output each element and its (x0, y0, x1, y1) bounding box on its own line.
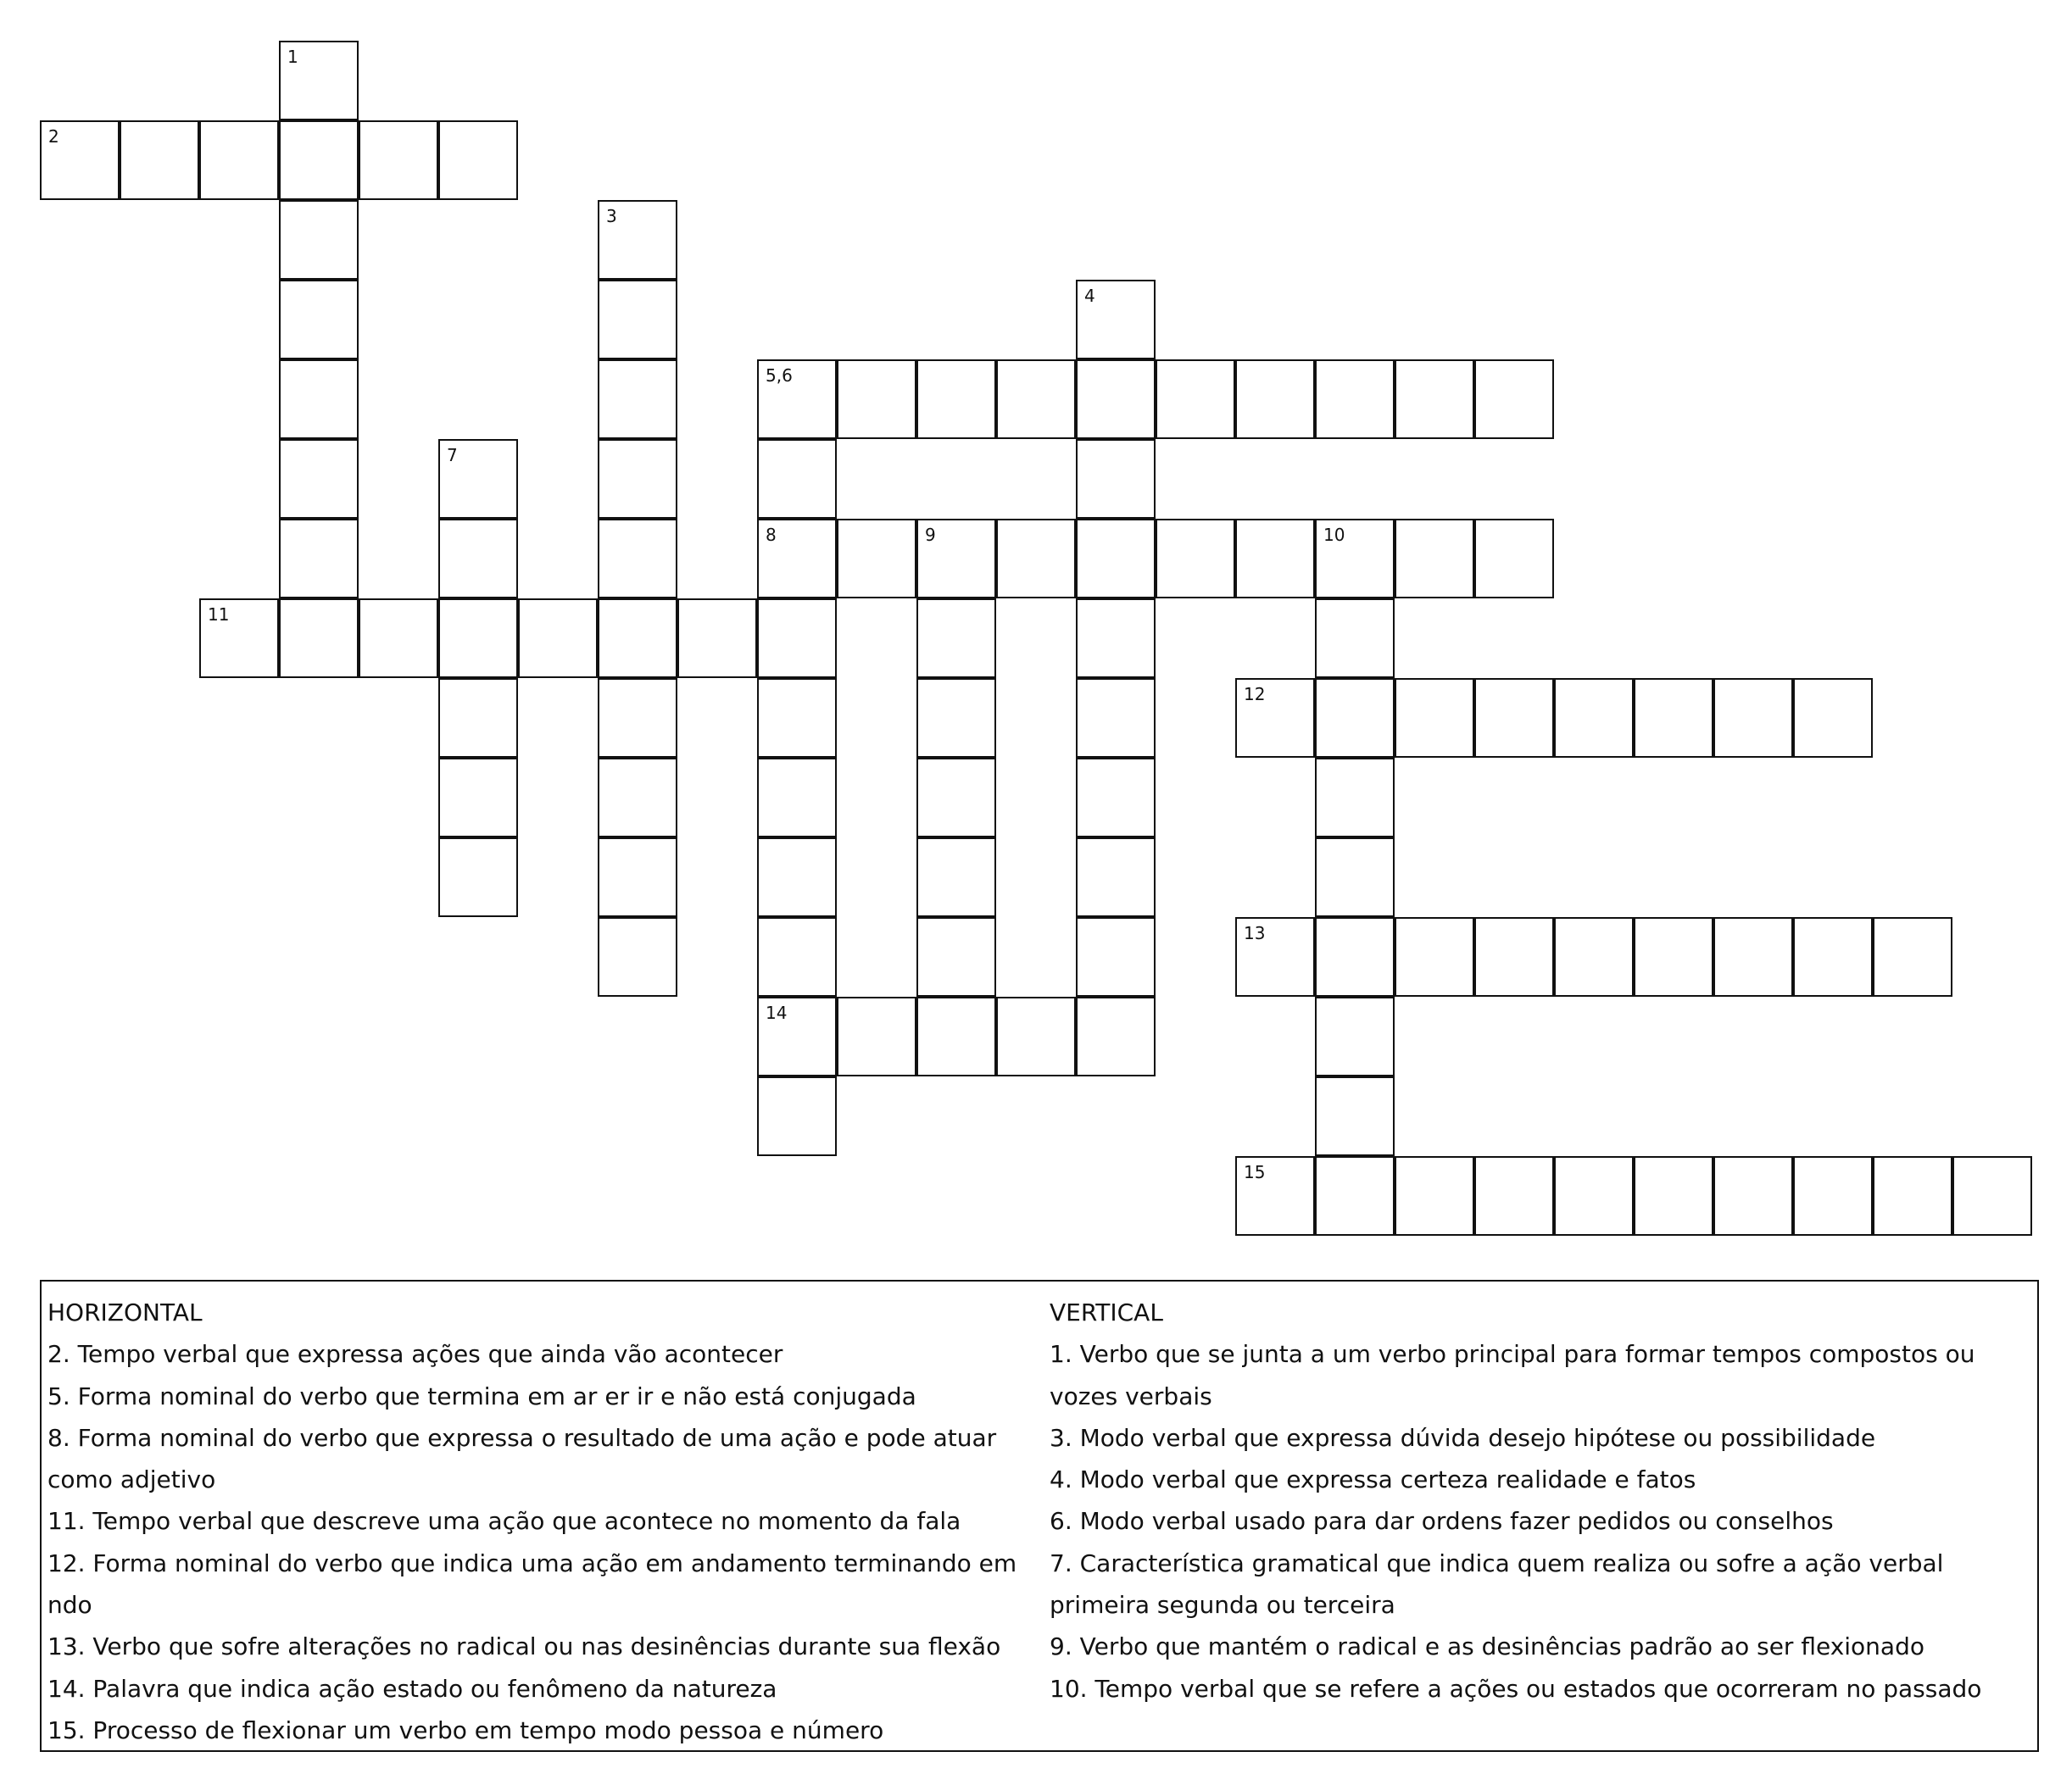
clue-vertical-1: 1. Verbo que se junta a um verbo principal para formar tempos compostos ou vozes verbais (1050, 1340, 1975, 1410)
clue-vertical-7: 7. Característica gramatical que indica quem realiza ou sofre a ação verbal primeira segunda ou terceira (1050, 1549, 1944, 1620)
clue-vertical-4: 4. Modo verbal que expressa certeza realidade e fatos (1050, 1465, 1696, 1494)
clue-horizontal-15: 15. Processo de flexionar um verbo em tempo modo pessoa e número (47, 1715, 884, 1744)
crossword-cell[interactable] (757, 359, 837, 439)
crossword-cell[interactable] (996, 519, 1076, 598)
clue-horizontal-11: 11. Tempo verbal que descreve uma ação que acontece no momento da fala (47, 1507, 961, 1536)
clue-number: 7 (447, 445, 458, 465)
crossword-cell[interactable] (279, 359, 359, 439)
crossword-cell[interactable] (1474, 1156, 1554, 1236)
clue-number: 12 (1244, 684, 1266, 704)
clue-number: 3 (606, 206, 617, 226)
crossword-cell[interactable] (438, 439, 518, 519)
crossword-cell[interactable] (757, 1076, 837, 1156)
crossword-cell[interactable] (1315, 758, 1395, 837)
crossword-cell[interactable] (438, 120, 518, 200)
crossword-cell[interactable] (1315, 837, 1395, 917)
crossword-cell[interactable] (1873, 1156, 1952, 1236)
crossword-cell[interactable] (1315, 917, 1395, 997)
crossword-cell[interactable] (757, 598, 837, 678)
clue-horizontal-8: 8. Forma nominal do verbo que expressa o resultado de uma ação e pode atuar como adjetivo (47, 1423, 997, 1494)
crossword-cell[interactable] (279, 439, 359, 519)
crossword-cell[interactable] (1474, 917, 1554, 997)
crossword-cell[interactable] (1235, 678, 1315, 758)
crossword-cell[interactable] (916, 917, 996, 997)
horizontal-clues (47, 1292, 1039, 1751)
crossword-cell[interactable] (598, 280, 677, 359)
crossword-cell[interactable] (1634, 1156, 1713, 1236)
crossword-cell[interactable] (279, 200, 359, 280)
crossword-cell[interactable] (1076, 598, 1156, 678)
clue-horizontal-13: 13. Verbo que sofre alterações no radical ou nas desinências durante sua flexão (47, 1632, 1001, 1661)
crossword-cell[interactable] (916, 598, 996, 678)
crossword-cell[interactable] (438, 598, 518, 678)
crossword-cell[interactable] (757, 678, 837, 758)
crossword-cell[interactable] (1395, 1156, 1474, 1236)
vertical-clues (1050, 1292, 2029, 1710)
crossword-cell[interactable] (1235, 1156, 1315, 1236)
crossword-cell[interactable] (677, 598, 757, 678)
crossword-cell[interactable] (1315, 598, 1395, 678)
crossword-cell[interactable] (1395, 678, 1474, 758)
crossword-cell[interactable] (1076, 917, 1156, 997)
clue-horizontal-14: 14. Palavra que indica ação estado ou fenômeno da natureza (47, 1674, 777, 1703)
crossword-cell[interactable] (518, 598, 598, 678)
clue-number: 14 (766, 1003, 788, 1023)
crossword-cell[interactable] (1395, 359, 1474, 439)
crossword-cell[interactable] (1315, 997, 1395, 1076)
clue-number: 4 (1084, 286, 1095, 306)
crossword-cell[interactable] (120, 120, 199, 200)
crossword-cell[interactable] (757, 997, 837, 1076)
crossword-cell[interactable] (1554, 678, 1634, 758)
crossword-cell[interactable] (1076, 359, 1156, 439)
crossword-cell[interactable] (1952, 1156, 2032, 1236)
crossword-cell[interactable] (1474, 519, 1554, 598)
crossword-cell[interactable] (1395, 917, 1474, 997)
crossword-cell[interactable] (1713, 917, 1793, 997)
crossword-cell[interactable] (757, 439, 837, 519)
crossword-cell[interactable] (359, 120, 438, 200)
crossword-cell[interactable] (916, 678, 996, 758)
clue-horizontal-2: 2. Tempo verbal que expressa ações que ainda vão acontecer (47, 1340, 783, 1369)
vertical-heading: VERTICAL (1050, 1298, 1163, 1326)
horizontal-heading: HORIZONTAL (47, 1298, 203, 1326)
crossword-cell[interactable] (757, 519, 837, 598)
crossword-cell[interactable] (598, 439, 677, 519)
crossword-cell[interactable] (1076, 758, 1156, 837)
clue-vertical-6: 6. Modo verbal usado para dar ordens fazer pedidos ou conselhos (1050, 1507, 1834, 1536)
clue-number: 1 (287, 47, 298, 67)
crossword-cell[interactable] (598, 758, 677, 837)
crossword-cell[interactable] (359, 598, 438, 678)
crossword-cell[interactable] (598, 359, 677, 439)
crossword-cell[interactable] (1713, 1156, 1793, 1236)
crossword-cell[interactable] (279, 41, 359, 120)
crossword-cell[interactable] (916, 758, 996, 837)
crossword-cell[interactable] (757, 917, 837, 997)
crossword-cell[interactable] (1235, 359, 1315, 439)
crossword-cell[interactable] (199, 120, 279, 200)
crossword-cell[interactable] (438, 837, 518, 917)
crossword-cell[interactable] (916, 837, 996, 917)
crossword-cell[interactable] (996, 359, 1076, 439)
clue-number: 10 (1323, 525, 1345, 545)
crossword-cell[interactable] (1793, 917, 1873, 997)
crossword-cell[interactable] (1315, 1076, 1395, 1156)
crossword-cell[interactable] (1315, 359, 1395, 439)
crossword-cell[interactable] (1315, 519, 1395, 598)
crossword-cell[interactable] (1076, 837, 1156, 917)
crossword-cell[interactable] (837, 519, 916, 598)
crossword-cell[interactable] (598, 598, 677, 678)
crossword-cell[interactable] (1076, 678, 1156, 758)
clue-number: 13 (1244, 923, 1266, 943)
crossword-cell[interactable] (1156, 359, 1235, 439)
crossword-cell[interactable] (1076, 997, 1156, 1076)
crossword-cell[interactable] (1235, 519, 1315, 598)
crossword-cell[interactable] (40, 120, 120, 200)
crossword-cell[interactable] (438, 758, 518, 837)
crossword-cell[interactable] (1474, 678, 1554, 758)
clues-box (40, 1280, 2039, 1752)
crossword-cell[interactable] (279, 598, 359, 678)
clue-number: 9 (925, 525, 936, 545)
clue-vertical-3: 3. Modo verbal que expressa dúvida desejo hipótese ou possibilidade (1050, 1423, 1876, 1452)
crossword-cell[interactable] (916, 359, 996, 439)
crossword-cell[interactable] (1076, 519, 1156, 598)
clue-number: 8 (766, 525, 777, 545)
crossword-cell[interactable] (598, 917, 677, 997)
clue-vertical-10: 10. Tempo verbal que se refere a ações ou estados que ocorreram no passado (1050, 1674, 1982, 1703)
crossword-cell[interactable] (1156, 519, 1235, 598)
crossword-cell[interactable] (1634, 917, 1713, 997)
crossword-cell[interactable] (1315, 678, 1395, 758)
clue-horizontal-12: 12. Forma nominal do verbo que indica uma ação em andamento terminando em ndo (47, 1549, 1017, 1620)
clue-number: 2 (48, 126, 59, 147)
crossword-cell[interactable] (757, 758, 837, 837)
crossword-cell[interactable] (1076, 439, 1156, 519)
clue-number: 5,6 (766, 365, 793, 386)
crossword-cell[interactable] (598, 519, 677, 598)
crossword-cell[interactable] (1395, 519, 1474, 598)
crossword-cell[interactable] (996, 997, 1076, 1076)
crossword-cell[interactable] (279, 280, 359, 359)
crossword-cell[interactable] (598, 678, 677, 758)
clue-vertical-9: 9. Verbo que mantém o radical e as desinências padrão ao ser flexionado (1050, 1632, 1924, 1661)
crossword-cell[interactable] (1554, 1156, 1634, 1236)
crossword-cell[interactable] (1793, 1156, 1873, 1236)
crossword-cell[interactable] (916, 997, 996, 1076)
crossword-cell[interactable] (1793, 678, 1873, 758)
crossword-cell[interactable] (438, 519, 518, 598)
crossword-cell[interactable] (598, 200, 677, 280)
crossword-cell[interactable] (837, 359, 916, 439)
clue-horizontal-5: 5. Forma nominal do verbo que termina em ar er ir e não está conjugada (47, 1382, 916, 1410)
crossword-cell[interactable] (279, 120, 359, 200)
crossword-cell[interactable] (1554, 917, 1634, 997)
crossword-cell[interactable] (438, 678, 518, 758)
crossword-cell[interactable] (1235, 917, 1315, 997)
crossword-cell[interactable] (757, 837, 837, 917)
crossword-cell[interactable] (1634, 678, 1713, 758)
crossword-cell[interactable] (1873, 917, 1952, 997)
crossword-cell[interactable] (598, 837, 677, 917)
crossword-cell[interactable] (1315, 1156, 1395, 1236)
crossword-cell[interactable] (199, 598, 279, 678)
clue-number: 11 (208, 604, 230, 625)
crossword-cell[interactable] (279, 519, 359, 598)
crossword-cell[interactable] (1713, 678, 1793, 758)
clue-number: 15 (1244, 1162, 1266, 1182)
crossword-cell[interactable] (916, 519, 996, 598)
crossword-cell[interactable] (1474, 359, 1554, 439)
crossword-cell[interactable] (837, 997, 916, 1076)
crossword-cell[interactable] (1076, 280, 1156, 359)
